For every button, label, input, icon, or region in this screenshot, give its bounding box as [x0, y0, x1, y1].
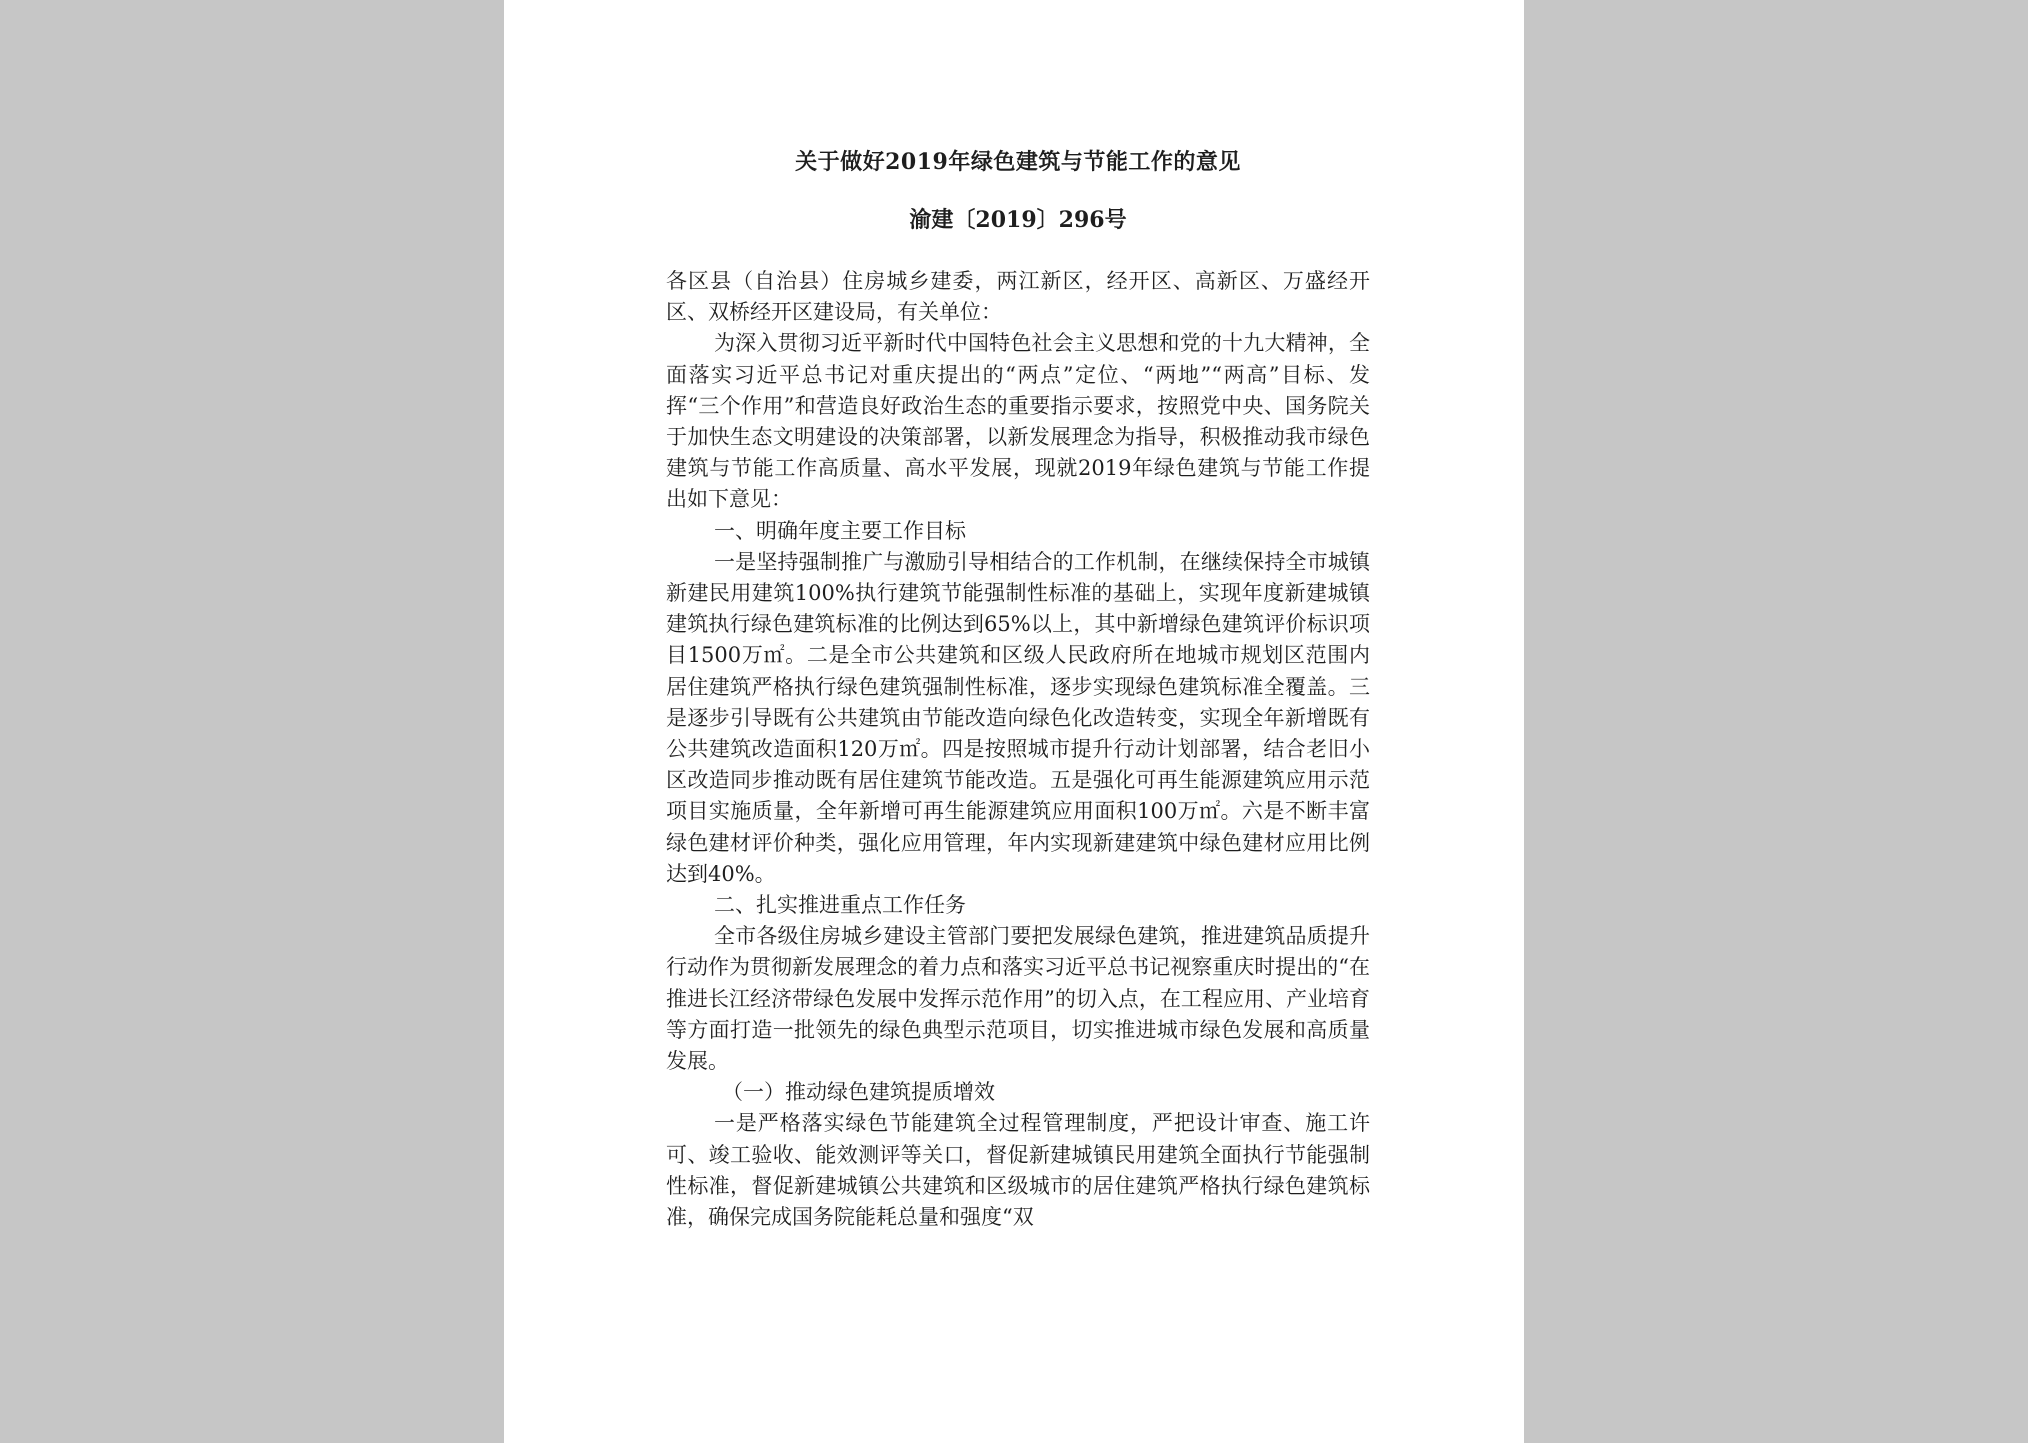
document-page — [504, 0, 1524, 1443]
intro-paragraph: 为深入贯彻习近平新时代中国特色社会主义思想和党的十九大精神，全面落实习近平总书记对重庆提出的“两点”定位、“两地”“两高”目标、发挥“三个作用”和营造良好政治生态的重要指示要求，按照党中央、国务院关于加快生态文明建设的决策部署，以新发展理念为指导，积极推动我市绿色建筑与节能工作高质量、高水平发展，现就2019年绿色建筑与节能工作提出如下意见： — [666, 331, 1370, 512]
document-number: 渝建〔2019〕296号 — [909, 207, 1127, 233]
subsection-body-1: 一是严格落实绿色节能建筑全过程管理制度，严把设计审查、施工许可、竣工验收、能效测评等关口，督促新建城镇民用建筑全面执行节能强制性标准，督促新建城镇公共建筑和区级城市的居住建筑严格执行绿色建筑标准，确保完成国务院能耗总量和强度“双 — [666, 1111, 1370, 1230]
addressee-paragraph: 各区县（自治县）住房城乡建委，两江新区，经开区、高新区、万盛经开区、双桥经开区建设局，有关单位： — [666, 269, 1370, 325]
document-title: 关于做好2019年绿色建筑与节能工作的意见 — [795, 149, 1241, 175]
section-heading-2: 二、扎实推进重点工作任务 — [714, 893, 966, 918]
section-body-1: 一是坚持强制推广与激励引导相结合的工作机制，在继续保持全市城镇新建民用建筑100%执行建筑节能强制性标准的基础上，实现年度新建城镇建筑执行绿色建筑标准的比例达到65%以上，其中新增绿色建筑评价标识项目1500万㎡。二是全市公共建筑和区级人民政府所在地城市规划区范围内居住建筑严格执行绿色建筑强制性标准，逐步实现绿色建筑标准全覆盖。三是逐步引导既有公共建筑由节能改造向绿色化改造转变，实现全年新增既有公共建筑改造面积120万㎡。四是按照城市提升行动计划部署，结合老旧小区改造同步推动既有居住建筑节能改造。五是强化可再生能源建筑应用示范项目实施质量，全年新增可再生能源建筑应用面积100万㎡。六是不断丰富绿色建材评价种类，强化应用管理，年内实现新建建筑中绿色建材应用比例达到40%。 — [666, 549, 1370, 886]
subsection-heading-1: （一）推动绿色建筑提质增效 — [722, 1080, 995, 1105]
section-body-2: 全市各级住房城乡建设主管部门要把发展绿色建筑，推进建筑品质提升行动作为贯彻新发展理念的着力点和落实习近平总书记视察重庆时提出的“在推进长江经济带绿色发展中发挥示范作用”的切入点，在工程应用、产业培育等方面打造一批领先的绿色典型示范项目，切实推进城市绿色发展和高质量发展。 — [666, 924, 1370, 1074]
document-content — [666, 142, 1370, 1233]
section-heading-1: 一、明确年度主要工作目标 — [714, 518, 966, 543]
